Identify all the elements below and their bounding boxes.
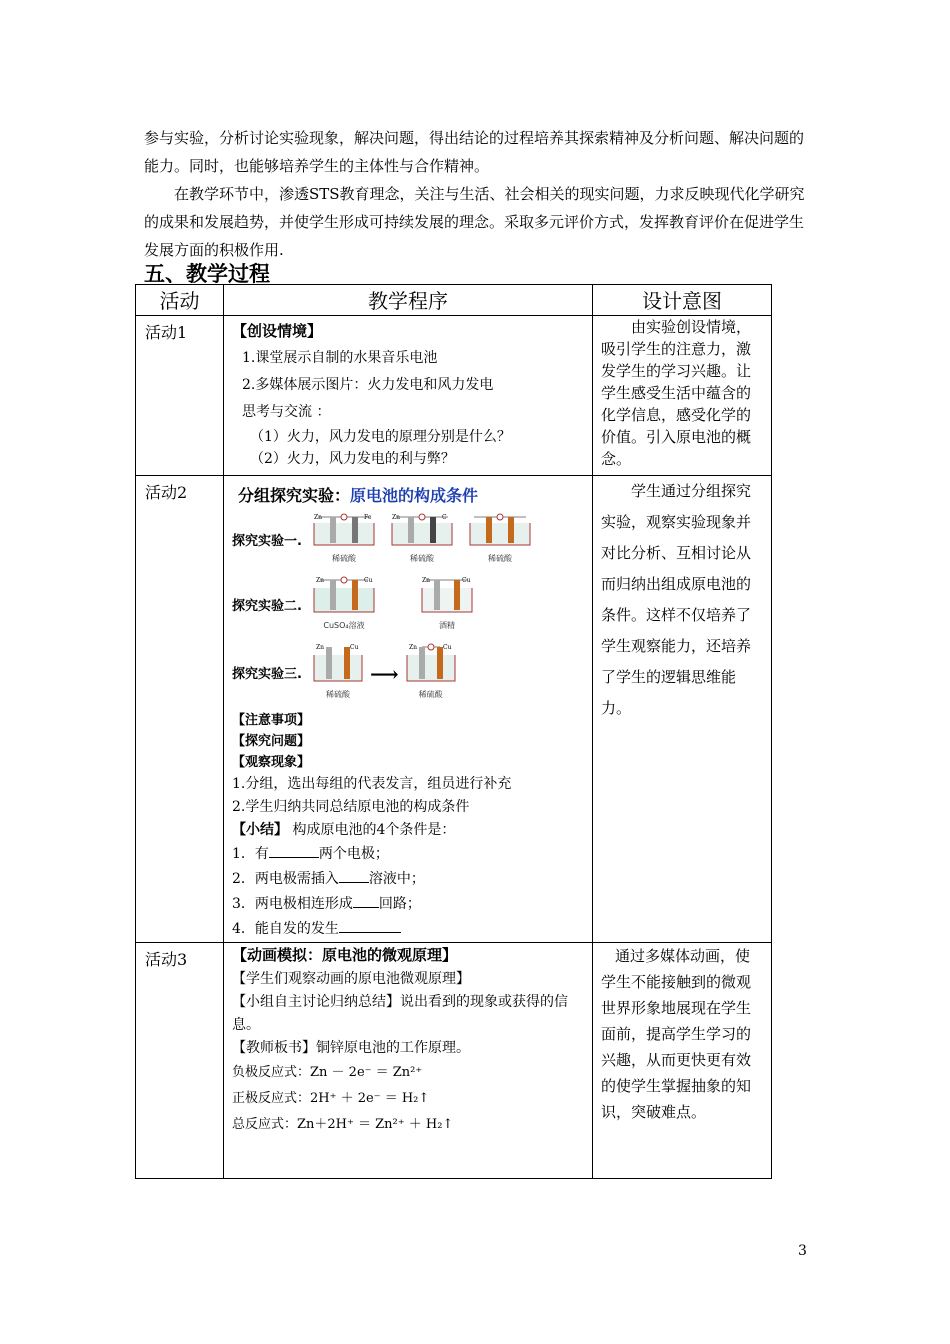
beaker-connected [403,643,459,706]
svg-text:Zn: Zn [408,644,417,651]
caption-alcohol: 酒精 [439,621,455,630]
activity-2-procedure [224,476,593,943]
a2-summary-text: 构成原电池的4个条件是： [288,822,456,838]
a2-heading-3: 【观察现象】 [232,755,311,770]
table-header-row [136,285,772,316]
svg-text:Cu: Cu [442,644,452,651]
condition-4 [232,917,586,942]
svg-text:Cu: Cu [350,644,359,651]
a2-heading-2: 【探究问题】 [232,734,311,749]
svg-text:Zn: Zn [316,577,325,584]
table-row [136,476,772,943]
caption-cuso4: CuSO₄溶液 [323,621,365,630]
activity-3-intent [593,943,772,1179]
condition-4-prefix: 4．能自发的发生 [232,921,339,937]
a1-line-4: （1）火力，风力发电的原理分别是什么？ [250,429,511,445]
a1-line-2: 2.多媒体展示图片：火力发电和风力发电 [242,377,494,393]
figure-title-prefix: 分组探究实验： [238,486,351,505]
experiment-3-row [232,643,586,706]
a2-summary [232,819,586,842]
blank-4 [339,918,401,933]
svg-text:Fe: Fe [364,514,372,521]
beaker-zn-c [388,513,456,570]
experiment-2-label: 探究实验二. [232,599,302,614]
figure-title-topic: 原电池的构成条件 [350,486,479,505]
page-number: 3 [798,1243,807,1259]
intro-paragraph-1: 参与实验，分析讨论实验现象，解决问题，得出结论的过程培养其探索精神及分析问题、解决问题的能力。同时，也能够培养学生的主体性与合作精神。 [144,129,805,175]
total-reaction-equation: 总反应式：Zn＋2H⁺ ＝ Zn²⁺ ＋ H₂↑ [232,1117,454,1132]
condition-2 [232,867,586,892]
a2-intent-text: 学生通过分组探究实验，观察实验现象并对比分析、互相讨论从而归纳出组成原电池的条件。这样不仅培养了学生观察能力，还培养了学生的逻辑思维能力。 [601,482,752,717]
section-title: 五、教学过程 [144,262,270,286]
a1-line-5: （2）火力，风力发电的利与弊？ [250,451,455,467]
svg-text:Zn: Zn [392,514,401,521]
a2-heading-1: 【注意事项】 [232,713,311,728]
table-row [136,316,772,476]
condition-3-prefix: 3．两电极相连形成 [232,896,353,912]
svg-text:Zn: Zn [422,577,431,584]
caption-acid: 稀硫酸 [332,554,356,563]
figure-title [238,484,586,507]
arrow-icon: ⟶ [370,662,399,686]
svg-text:C: C [442,514,447,521]
header-procedure: 教学程序 [224,285,593,316]
activity-1-label: 活动1 [136,316,224,476]
activity-1-intent [593,316,772,476]
beaker-separate [310,643,366,706]
a3-intent-text: 通过多媒体动画，使学生不能接触到的微观世界形象地展现在学生面前，提高学生学习的兴趣，从而更快更有效的使学生掌握抽象的知识，突破难点。 [601,947,752,1121]
intro-paragraph-2: 在教学环节中，渗透STS教育理念，关注与生活、社会相关的现实问题，力求反映现代化学研究的成果和发展趋势，并使学生形成可持续发展的理念。采取多元评价方式，发挥教育评价在促进学生发展方面的积极作用. [144,185,805,259]
caption-acid: 稀硫酸 [488,554,512,563]
header-activity: 活动 [136,285,224,316]
positive-electrode-equation: 正极反应式：2H⁺ ＋ 2e⁻ ＝ H₂↑ [232,1091,430,1106]
experiment-3-label: 探究实验三. [232,667,302,682]
a2-summary-head: 【小结】 [232,822,288,838]
a1-intent-text: 由实验创设情境，吸引学生的注意力，激发学生的学习兴趣。让学生感受生活中蕴含的化学信息，感受化学的价值。引入原电池的概念。 [601,318,752,468]
condition-1-suffix: 两个电极； [318,846,389,862]
beaker-zn-cu-orange [466,513,534,570]
caption-acid: 稀硫酸 [418,690,443,699]
a1-line-1: 1.课堂展示自制的水果音乐电池 [242,350,438,366]
caption-acid: 稀硫酸 [326,690,350,699]
condition-1-prefix: 1．有 [232,846,269,862]
condition-3 [232,892,586,917]
blank-2 [339,868,369,883]
condition-3-suffix: 回路； [378,896,421,912]
condition-1 [232,842,586,867]
a3-line-1: 【学生们观察动画的原电池微观原理】 [232,971,470,987]
table-row [136,943,772,1179]
condition-2-prefix: 2．两电极需插入 [232,871,339,887]
a1-heading: 【创设情境】 [232,322,323,340]
a1-line-3: 思考与交流 ： [242,404,331,420]
beaker-zn-fe [310,513,378,570]
svg-text:Cu: Cu [462,577,471,584]
experiment-1-row [232,513,586,570]
condition-2-suffix: 溶液中； [368,871,425,887]
svg-text:Cu: Cu [364,577,373,584]
a3-line-3: 【教师板书】铜锌原电池的工作原理。 [232,1040,470,1056]
activity-1-procedure [224,316,593,476]
experiment-1-label: 探究实验一. [232,534,302,549]
blank-3 [353,893,379,908]
a2-line-2: 2.学生归纳共同总结原电池的构成条件 [232,799,470,815]
teaching-process-table [135,284,772,1179]
blank-1 [269,843,319,858]
a3-heading: 【动画模拟：原电池的微观原理】 [232,946,458,964]
svg-text:Zn: Zn [316,644,325,651]
negative-electrode-equation: 负极反应式：Zn － 2e⁻ ＝ Zn²⁺ [232,1065,423,1080]
beaker-cuso4 [310,576,378,637]
header-intent: 设计意图 [593,285,772,316]
svg-text:Zn: Zn [314,514,323,521]
experiment-figure [232,484,586,710]
experiment-2-row [232,576,586,637]
beaker-alcohol [418,576,476,637]
activity-2-intent [593,476,772,943]
activity-3-label: 活动3 [136,943,224,1179]
a3-line-2: 【小组自主讨论归纳总结】说出看到的现象或获得的信息。 [232,994,568,1033]
a2-line-1: 1.分组，选出每组的代表发言，组员进行补充 [232,776,512,792]
caption-acid: 稀硫酸 [410,554,434,563]
activity-2-label: 活动2 [136,476,224,943]
activity-3-procedure [224,943,593,1179]
